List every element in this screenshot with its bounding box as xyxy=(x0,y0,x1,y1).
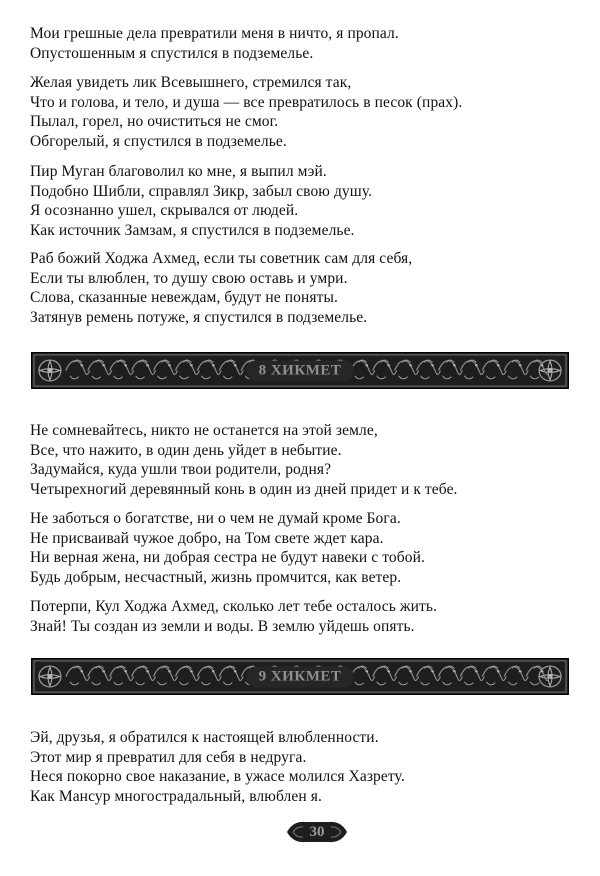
verse-line: Желая увидеть лик Всевышнего, стремился так, xyxy=(30,74,352,91)
verse-line: Как источник Замзам, я спустился в подземелье. xyxy=(30,221,355,239)
verse-line: Потерпи, Кул Ходжа Ахмед, сколько лет тебе осталось жить. xyxy=(30,598,438,615)
verse-line: Раб божий Ходжа Ахмед, если ты советник сам для себя, xyxy=(30,250,413,267)
verse-line: Эй, друзья, я обратился к настоящей влюбленности. xyxy=(30,729,379,746)
verse-line: Как Мансур многострадальный, влюблен я. xyxy=(30,787,322,805)
verse-line: Не сомневайтесь, никто не останется на этой земле, xyxy=(30,422,378,439)
section-title: 8 ХИКМЕТ xyxy=(247,360,354,381)
verse-line: Слова, сказанные невеждам, будут не поняты. xyxy=(30,289,338,307)
stanza-5 xyxy=(30,421,590,499)
section-banner-9 xyxy=(31,658,569,695)
verse-line: Затянув ремень потуже, я спустился в подземелье. xyxy=(30,308,368,326)
verse-line: Что и голова, и тело, и душа — все превратилось в песок (прах). xyxy=(30,93,463,111)
stanza-7 xyxy=(30,597,590,636)
verse-line: Пир Муган благоволил ко мне, я выпил мэй. xyxy=(30,163,327,180)
verse-line: Знай! Ты создан из земли и воды. В землю уйдешь опять. xyxy=(30,617,415,635)
stanza-2 xyxy=(30,73,590,151)
section-banner-8 xyxy=(31,352,569,389)
verse-line: Мои грешные дела превратили меня в ничто, я пропал. xyxy=(30,25,399,42)
verse-line: Этот мир я превратил для себя в недруга. xyxy=(30,748,307,766)
stanza-1 xyxy=(30,24,590,63)
verse-line: Четырехногий деревянный конь в один из дней придет и к тебе. xyxy=(30,480,458,498)
verse-line: Неся покорно свое наказание, в ужасе молился Хазрету. xyxy=(30,768,405,786)
section-title: 9 ХИКМЕТ xyxy=(247,666,354,687)
verse-line: Обгорелый, я спустился в подземелье. xyxy=(30,132,287,150)
stanza-4 xyxy=(30,249,590,327)
verse-line: Не присваивай чужое добро, на Том свете ждет кара. xyxy=(30,529,384,547)
verse-line: Опустошенным я спустился в подземелье. xyxy=(30,44,314,62)
verse-line: Будь добрым, несчастный, жизнь промчится, как ветер. xyxy=(30,568,402,586)
stanza-8 xyxy=(30,728,590,806)
verse-line: Задумайся, куда ушли твои родители, родня? xyxy=(30,461,332,479)
verse-line: Пылал, горел, но очиститься не смог. xyxy=(30,113,279,131)
verse-line: Не заботься о богатстве, ни о чем не думай кроме Бога. xyxy=(30,510,401,527)
verse-line: Ни верная жена, ни добрая сестра не будут навеки с тобой. xyxy=(30,549,425,567)
verse-line: Все, что нажито, в один день уйдет в небытие. xyxy=(30,441,342,459)
verse-line: Я осознанно ушел, скрывался от людей. xyxy=(30,202,299,220)
page-number xyxy=(285,818,349,846)
stanza-3 xyxy=(30,162,590,240)
stanza-6 xyxy=(30,509,590,587)
verse-line: Если ты влюблен, то душу свою оставь и умри. xyxy=(30,269,348,287)
page-number-text: 30 xyxy=(309,824,325,840)
verse-line: Подобно Шибли, справлял Зикр, забыл свою душу. xyxy=(30,182,373,200)
